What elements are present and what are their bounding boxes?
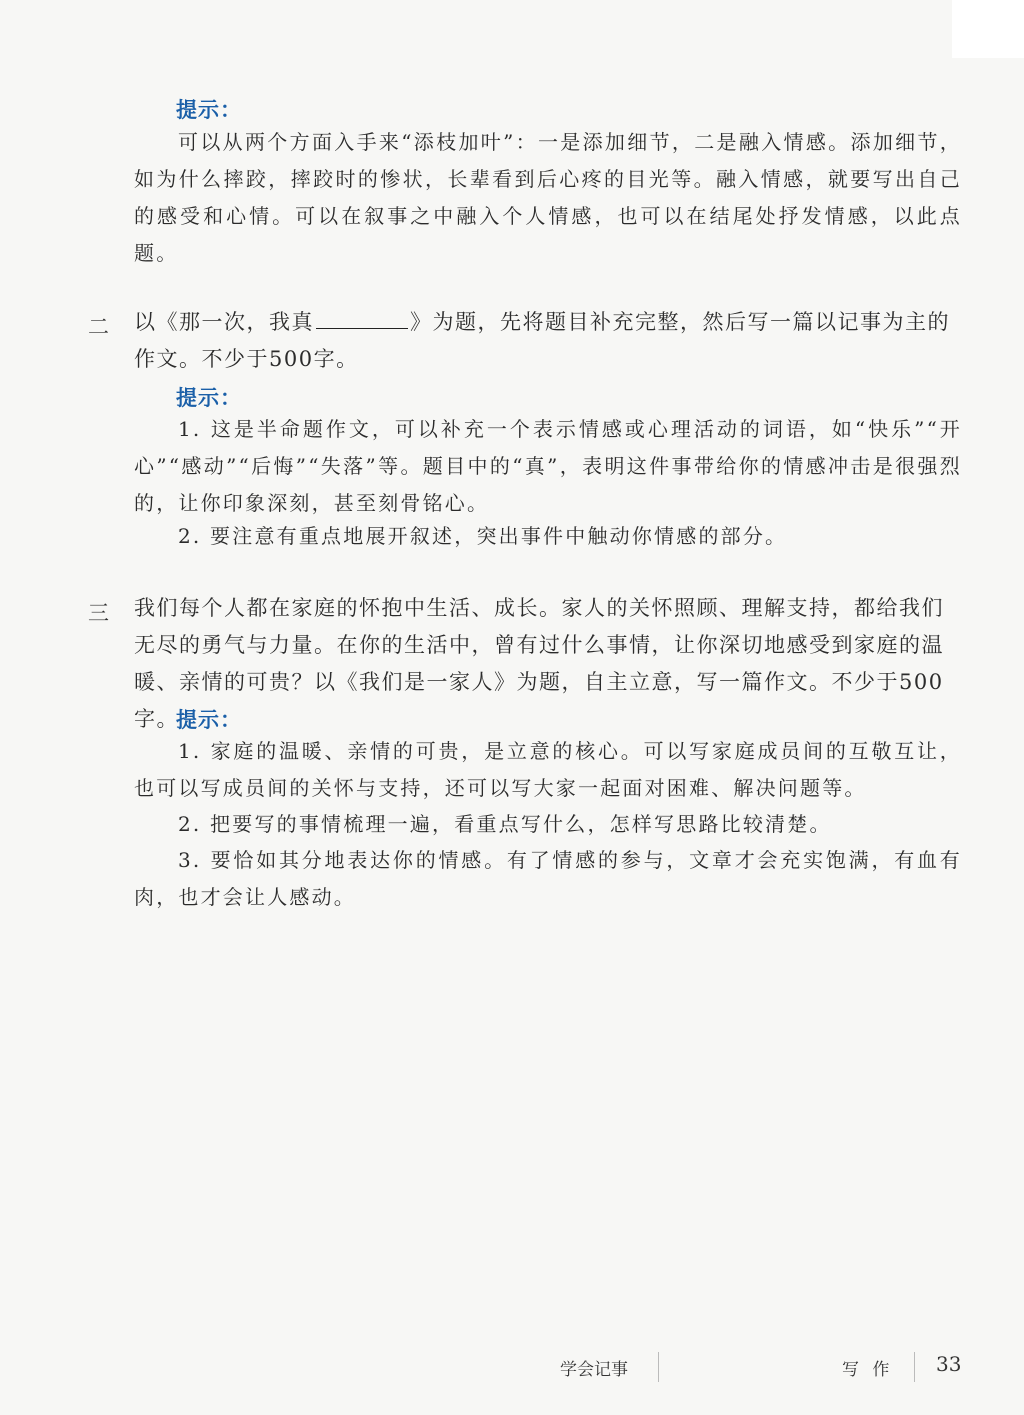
fill-in-blank	[316, 310, 408, 329]
footer-divider	[914, 1352, 915, 1382]
hint-3-item-3: 3. 要恰如其分地表达你的情感。有了情感的参与，文章才会充实饱满，有血有肉，也才会让人感动。	[134, 848, 962, 909]
hint-label-1: 提示：	[176, 98, 242, 122]
footer-section-title: 写 作	[842, 1360, 894, 1380]
hint-3-item-2: 2. 把要写的事情梳理一遍，看重点写什么，怎样写思路比较清楚。	[178, 812, 832, 836]
hint-2-item-2: 2. 要注意有重点地展开叙述，突出事件中触动你情感的部分。	[178, 524, 788, 548]
footer-unit-title: 学会记事	[560, 1360, 628, 1380]
hint-paragraph-1: 可以从两个方面入手来“添枝加叶”：一是添加细节，二是融入情感。添加细节，如为什么摔跤，摔跤时的惨状，长辈看到后心疼的目光等。融入情感，就要写出自己的感受和心情。可以在叙事之中融入个人情感，也可以在结尾处抒发情感，以此点题。	[134, 130, 962, 265]
question-2-text-after: 》为题，先将题目补充完整，然后写一篇以记事为主的作文。不少于500字。	[134, 310, 950, 371]
hint-label-3: 提示：	[176, 708, 242, 732]
hint-label-2: 提示：	[176, 386, 242, 410]
question-text-2	[134, 304, 962, 378]
hint-2-item-1: 1. 这是半命题作文，可以补充一个表示情感或心理活动的词语，如“快乐”“开心”“感动”“后悔”“失落”等。题目中的“真”，表明这件事带给你的情感冲击是很强烈的，让你印象深刻，甚至刻骨铭心。	[134, 417, 962, 515]
scan-corner	[952, 0, 1024, 58]
hint-3-item-1: 1. 家庭的温暖、亲情的可贵，是立意的核心。可以写家庭成员间的互敬互让，也可以写成员间的关怀与支持，还可以写大家一起面对困难、解决问题等。	[134, 739, 962, 800]
footer-divider	[658, 1352, 659, 1382]
page-number: 33	[936, 1352, 962, 1376]
question-number-2: 二	[88, 315, 111, 339]
question-text-3: 我们每个人都在家庭的怀抱中生活、成长。家人的关怀照顾、理解支持，都给我们无尽的勇气与力量。在你的生活中，曾有过什么事情，让你深切地感受到家庭的温暖、亲情的可贵？以《我们是一家人》为题，自主立意，写一篇作文。不少于500字。	[134, 596, 944, 731]
question-number-3: 三	[88, 601, 111, 625]
question-2-text-before: 以《那一次，我真	[134, 310, 314, 334]
